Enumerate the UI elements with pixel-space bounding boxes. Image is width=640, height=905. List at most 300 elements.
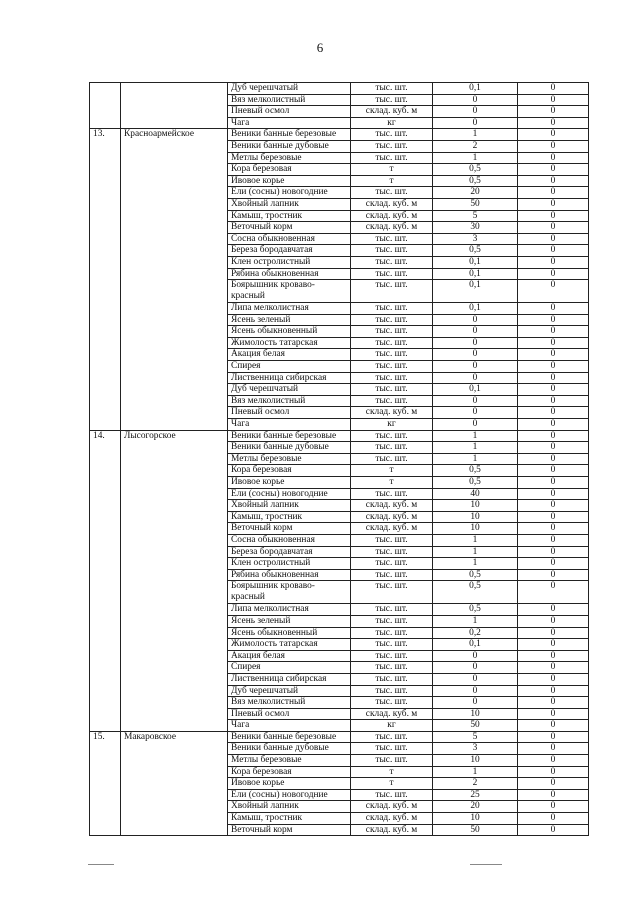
item-name-cell (228, 83, 351, 95)
value-cell: 10 (433, 523, 518, 535)
unit-cell: тыс. шт. (351, 453, 433, 465)
item-name-cell (228, 511, 351, 523)
unit-cell: тыс. шт. (351, 337, 433, 349)
value-cell: 0,1 (433, 256, 518, 268)
unit-cell: тыс. шт. (351, 650, 433, 662)
value-cell: 0 (433, 326, 518, 338)
row-number-cell: 15. (90, 731, 121, 835)
item-name-cell (228, 546, 351, 558)
item-name: Сосна обыкновенная (231, 534, 315, 545)
value-cell: 2 (433, 778, 518, 790)
item-name: Метлы березовые (231, 453, 302, 464)
item-name-cell (228, 187, 351, 199)
item-name-cell (228, 326, 351, 338)
item-name: Камыш, тростник (231, 210, 303, 221)
value-cell: 0 (433, 117, 518, 129)
value-cell: 0,1 (433, 83, 518, 95)
item-name: Метлы березовые (231, 755, 302, 766)
item-name-cell (228, 778, 351, 790)
zero-cell: 0 (518, 615, 589, 627)
unit-cell: тыс. шт. (351, 94, 433, 106)
item-name-cell (228, 268, 351, 280)
value-cell: 0,1 (433, 303, 518, 315)
zero-cell: 0 (518, 326, 589, 338)
zero-cell: 0 (518, 708, 589, 720)
unit-cell: тыс. шт. (351, 395, 433, 407)
zero-cell: 0 (518, 511, 589, 523)
item-name-cell (228, 280, 351, 303)
zero-cell: 0 (518, 83, 589, 95)
value-cell: 0 (433, 419, 518, 431)
item-name: Пневый осмол (231, 708, 290, 719)
zero-cell: 0 (518, 488, 589, 500)
item-name-cell (228, 140, 351, 152)
item-name-cell (228, 303, 351, 315)
zero-cell: 0 (518, 419, 589, 431)
value-cell: 0 (433, 395, 518, 407)
value-cell: 1 (433, 129, 518, 141)
value-cell: 0 (433, 407, 518, 419)
district-name-cell: Красноармейское (121, 129, 228, 430)
zero-cell: 0 (518, 175, 589, 187)
zero-cell: 0 (518, 361, 589, 373)
item-name-cell (228, 500, 351, 512)
item-name: Веники банные березовые (231, 129, 337, 140)
zero-cell: 0 (518, 129, 589, 141)
item-name-cell (228, 731, 351, 743)
unit-cell: тыс. шт. (351, 673, 433, 685)
unit-cell: т (351, 465, 433, 477)
unit-cell: склад. куб. м (351, 708, 433, 720)
item-name-cell (228, 129, 351, 141)
row-number-cell: 14. (90, 430, 121, 731)
value-cell: 0 (433, 361, 518, 373)
item-name: Веники банные дубовые (231, 140, 329, 151)
item-name: Ели (сосны) новогодние (231, 789, 328, 800)
item-name: Спирея (231, 662, 261, 673)
unit-cell: т (351, 175, 433, 187)
item-name: Камыш, тростник (231, 813, 303, 824)
item-name: Ивовое корье (231, 778, 285, 789)
zero-cell: 0 (518, 743, 589, 755)
unit-cell: тыс. шт. (351, 314, 433, 326)
value-cell: 0 (433, 697, 518, 709)
value-cell: 0 (433, 650, 518, 662)
item-name: Веники банные березовые (231, 731, 337, 742)
district-name-cell: Макаровское (121, 731, 228, 835)
item-name: Боярышник кроваво-красный (231, 280, 315, 301)
value-cell: 0,1 (433, 384, 518, 396)
value-cell: 1 (433, 546, 518, 558)
unit-cell: склад. куб. м (351, 222, 433, 234)
value-cell: 1 (433, 534, 518, 546)
value-cell: 0,5 (433, 175, 518, 187)
value-cell: 0,1 (433, 280, 518, 303)
item-name-cell (228, 314, 351, 326)
zero-cell: 0 (518, 755, 589, 767)
item-name-cell (228, 673, 351, 685)
zero-cell: 0 (518, 152, 589, 164)
value-cell: 1 (433, 558, 518, 570)
unit-cell: тыс. шт. (351, 755, 433, 767)
zero-cell: 0 (518, 662, 589, 674)
item-name: Липа мелколистная (231, 604, 309, 615)
zero-cell: 0 (518, 813, 589, 825)
table-row (90, 83, 589, 95)
item-name-cell (228, 407, 351, 419)
zero-cell: 0 (518, 627, 589, 639)
item-name: Сосна обыкновенная (231, 233, 315, 244)
item-name: Рябина обыкновенная (231, 268, 319, 279)
value-cell: 0,1 (433, 268, 518, 280)
unit-cell: склад. куб. м (351, 407, 433, 419)
value-cell: 0,1 (433, 639, 518, 651)
zero-cell: 0 (518, 442, 589, 454)
zero-cell: 0 (518, 500, 589, 512)
item-name: Береза бородавчатая (231, 245, 313, 256)
item-name: Дуб черешчатый (231, 685, 299, 696)
item-name-cell (228, 419, 351, 431)
item-name-cell (228, 650, 351, 662)
zero-cell: 0 (518, 210, 589, 222)
item-name: Пневый осмол (231, 106, 290, 117)
item-name: Веточный корм (231, 523, 293, 534)
value-cell: 5 (433, 210, 518, 222)
unit-cell: тыс. шт. (351, 245, 433, 257)
item-name: Вяз мелколистный (231, 395, 306, 406)
item-name: Ивовое корье (231, 175, 285, 186)
item-name-cell (228, 465, 351, 477)
item-name: Рябина обыкновенная (231, 569, 319, 580)
zero-cell: 0 (518, 140, 589, 152)
zero-cell: 0 (518, 384, 589, 396)
item-name-cell (228, 523, 351, 535)
zero-cell: 0 (518, 314, 589, 326)
item-name-cell (228, 245, 351, 257)
item-name-cell (228, 743, 351, 755)
scan-artifact-left (88, 864, 114, 865)
zero-cell: 0 (518, 222, 589, 234)
forest-resources-table (89, 82, 589, 836)
zero-cell: 0 (518, 697, 589, 709)
value-cell: 1 (433, 615, 518, 627)
item-name: Кора березовая (231, 766, 292, 777)
unit-cell: тыс. шт. (351, 731, 433, 743)
value-cell: 10 (433, 511, 518, 523)
unit-cell: т (351, 766, 433, 778)
zero-cell: 0 (518, 430, 589, 442)
item-name: Липа мелколистная (231, 303, 309, 314)
unit-cell: тыс. шт. (351, 546, 433, 558)
row-number-cell (90, 83, 121, 129)
unit-cell: склад. куб. м (351, 106, 433, 118)
value-cell: 3 (433, 743, 518, 755)
value-cell: 10 (433, 813, 518, 825)
zero-cell: 0 (518, 604, 589, 616)
district-name-cell (121, 83, 228, 129)
unit-cell: тыс. шт. (351, 662, 433, 674)
item-name: Ясень обыкновенный (231, 627, 318, 638)
item-name-cell (228, 627, 351, 639)
item-name-cell (228, 697, 351, 709)
zero-cell: 0 (518, 407, 589, 419)
item-name: Клен остролистный (231, 558, 311, 569)
item-name: Дуб черешчатый (231, 384, 299, 395)
unit-cell: склад. куб. м (351, 500, 433, 512)
item-name: Камыш, тростник (231, 511, 303, 522)
zero-cell: 0 (518, 778, 589, 790)
zero-cell: 0 (518, 569, 589, 581)
zero-cell: 0 (518, 477, 589, 489)
item-name-cell (228, 430, 351, 442)
value-cell: 40 (433, 488, 518, 500)
value-cell: 3 (433, 233, 518, 245)
item-name: Боярышник кроваво-красный (231, 581, 315, 602)
item-name: Ивовое корье (231, 477, 285, 487)
value-cell: 5 (433, 731, 518, 743)
item-name-cell (228, 558, 351, 570)
zero-cell: 0 (518, 650, 589, 662)
item-name-cell (228, 337, 351, 349)
item-name: Жимолость татарская (231, 639, 318, 650)
value-cell: 0,5 (433, 569, 518, 581)
unit-cell: тыс. шт. (351, 558, 433, 570)
item-name-cell (228, 94, 351, 106)
zero-cell: 0 (518, 280, 589, 303)
unit-cell: тыс. шт. (351, 442, 433, 454)
unit-cell: тыс. шт. (351, 627, 433, 639)
item-name-cell (228, 569, 351, 581)
unit-cell: тыс. шт. (351, 581, 433, 604)
item-name: Жимолость татарская (231, 337, 318, 348)
unit-cell: склад. куб. м (351, 210, 433, 222)
value-cell: 1 (433, 430, 518, 442)
item-name-cell (228, 604, 351, 616)
unit-cell: тыс. шт. (351, 639, 433, 651)
item-name-cell (228, 789, 351, 801)
item-name: Береза бородавчатая (231, 546, 313, 557)
unit-cell: тыс. шт. (351, 789, 433, 801)
zero-cell: 0 (518, 534, 589, 546)
unit-cell: тыс. шт. (351, 303, 433, 315)
zero-cell: 0 (518, 117, 589, 129)
scan-artifact-right (470, 864, 502, 865)
zero-cell: 0 (518, 824, 589, 836)
unit-cell: тыс. шт. (351, 268, 433, 280)
value-cell: 0 (433, 94, 518, 106)
value-cell: 10 (433, 755, 518, 767)
item-name-cell (228, 222, 351, 234)
zero-cell: 0 (518, 164, 589, 176)
value-cell: 0 (433, 349, 518, 361)
item-name-cell (228, 372, 351, 384)
unit-cell: тыс. шт. (351, 615, 433, 627)
item-name-cell (228, 395, 351, 407)
value-cell: 0 (433, 106, 518, 118)
unit-cell: тыс. шт. (351, 140, 433, 152)
unit-cell: тыс. шт. (351, 697, 433, 709)
item-name: Клен остролистный (231, 256, 311, 267)
zero-cell: 0 (518, 465, 589, 477)
zero-cell: 0 (518, 720, 589, 732)
district-name-cell: Лысогорское (121, 430, 228, 731)
item-name-cell (228, 233, 351, 245)
value-cell: 1 (433, 766, 518, 778)
zero-cell: 0 (518, 673, 589, 685)
unit-cell: тыс. шт. (351, 430, 433, 442)
value-cell: 0,5 (433, 581, 518, 604)
value-cell: 0,2 (433, 627, 518, 639)
table-row (90, 430, 589, 442)
unit-cell: кг (351, 419, 433, 431)
zero-cell: 0 (518, 581, 589, 604)
zero-cell: 0 (518, 349, 589, 361)
item-name-cell (228, 164, 351, 176)
unit-cell: т (351, 164, 433, 176)
item-name: Акация белая (231, 650, 285, 661)
item-name-cell (228, 766, 351, 778)
value-cell: 50 (433, 824, 518, 836)
table-body (90, 83, 589, 836)
item-name-cell (228, 175, 351, 187)
zero-cell: 0 (518, 372, 589, 384)
value-cell: 10 (433, 500, 518, 512)
zero-cell: 0 (518, 546, 589, 558)
item-name-cell (228, 720, 351, 732)
item-name-cell (228, 639, 351, 651)
value-cell: 0 (433, 685, 518, 697)
value-cell: 0 (433, 662, 518, 674)
value-cell: 2 (433, 140, 518, 152)
zero-cell: 0 (518, 523, 589, 535)
zero-cell: 0 (518, 639, 589, 651)
unit-cell: склад. куб. м (351, 511, 433, 523)
item-name: Ели (сосны) новогодние (231, 187, 328, 198)
zero-cell: 0 (518, 106, 589, 118)
zero-cell: 0 (518, 731, 589, 743)
item-name-cell (228, 453, 351, 465)
zero-cell: 0 (518, 766, 589, 778)
item-name: Веточный корм (231, 824, 293, 835)
table-row (90, 731, 589, 743)
item-name: Веники банные дубовые (231, 743, 329, 754)
unit-cell: тыс. шт. (351, 152, 433, 164)
item-name-cell (228, 801, 351, 813)
item-name-cell (228, 349, 351, 361)
value-cell: 50 (433, 720, 518, 732)
zero-cell: 0 (518, 685, 589, 697)
value-cell: 30 (433, 222, 518, 234)
item-name: Лиственница сибирская (231, 372, 327, 383)
unit-cell: тыс. шт. (351, 534, 433, 546)
unit-cell: т (351, 477, 433, 489)
unit-cell: склад. куб. м (351, 824, 433, 836)
value-cell: 0,5 (433, 245, 518, 257)
unit-cell: склад. куб. м (351, 523, 433, 535)
item-name: Веники банные дубовые (231, 442, 329, 453)
unit-cell: тыс. шт. (351, 256, 433, 268)
unit-cell: склад. куб. м (351, 813, 433, 825)
item-name: Вяз мелколистный (231, 697, 306, 708)
value-cell: 0,5 (433, 477, 518, 489)
item-name: Вяз мелколистный (231, 94, 306, 105)
unit-cell: тыс. шт. (351, 569, 433, 581)
item-name: Хвойный лапник (231, 198, 299, 209)
zero-cell: 0 (518, 801, 589, 813)
item-name-cell (228, 615, 351, 627)
zero-cell: 0 (518, 789, 589, 801)
zero-cell: 0 (518, 256, 589, 268)
table-row (90, 129, 589, 141)
zero-cell: 0 (518, 245, 589, 257)
item-name-cell (228, 210, 351, 222)
value-cell: 0 (433, 314, 518, 326)
item-name-cell (228, 198, 351, 210)
item-name: Кора березовая (231, 465, 292, 476)
zero-cell: 0 (518, 94, 589, 106)
value-cell: 0 (433, 337, 518, 349)
value-cell: 1 (433, 453, 518, 465)
item-name-cell (228, 256, 351, 268)
zero-cell: 0 (518, 187, 589, 199)
item-name-cell (228, 581, 351, 604)
unit-cell: т (351, 778, 433, 790)
value-cell: 0,5 (433, 465, 518, 477)
item-name: Лиственница сибирская (231, 673, 327, 684)
unit-cell: тыс. шт. (351, 349, 433, 361)
unit-cell: тыс. шт. (351, 129, 433, 141)
unit-cell: тыс. шт. (351, 326, 433, 338)
item-name-cell (228, 824, 351, 836)
unit-cell: склад. куб. м (351, 801, 433, 813)
unit-cell: тыс. шт. (351, 743, 433, 755)
item-name: Чага (231, 419, 250, 430)
item-name-cell (228, 708, 351, 720)
item-name-cell (228, 384, 351, 396)
item-name-cell (228, 477, 351, 489)
item-name-cell (228, 755, 351, 767)
item-name-cell (228, 534, 351, 546)
value-cell: 0,5 (433, 164, 518, 176)
unit-cell: тыс. шт. (351, 187, 433, 199)
item-name-cell (228, 488, 351, 500)
item-name: Чага (231, 117, 250, 128)
value-cell: 0,5 (433, 604, 518, 616)
zero-cell: 0 (518, 453, 589, 465)
value-cell: 1 (433, 152, 518, 164)
item-name: Пневый осмол (231, 407, 290, 418)
unit-cell: кг (351, 720, 433, 732)
item-name: Чага (231, 720, 250, 731)
item-name: Кора березовая (231, 164, 292, 175)
page-number: 6 (316, 40, 324, 55)
item-name-cell (228, 117, 351, 129)
unit-cell: тыс. шт. (351, 233, 433, 245)
zero-cell: 0 (518, 198, 589, 210)
item-name-cell (228, 152, 351, 164)
unit-cell: тыс. шт. (351, 372, 433, 384)
item-name: Ясень обыкновенный (231, 326, 318, 337)
value-cell: 1 (433, 442, 518, 454)
value-cell: 25 (433, 789, 518, 801)
row-number-cell: 13. (90, 129, 121, 430)
item-name: Спирея (231, 361, 261, 372)
unit-cell: тыс. шт. (351, 604, 433, 616)
item-name: Веточный корм (231, 222, 293, 233)
item-name-cell (228, 662, 351, 674)
value-cell: 10 (433, 708, 518, 720)
zero-cell: 0 (518, 558, 589, 570)
